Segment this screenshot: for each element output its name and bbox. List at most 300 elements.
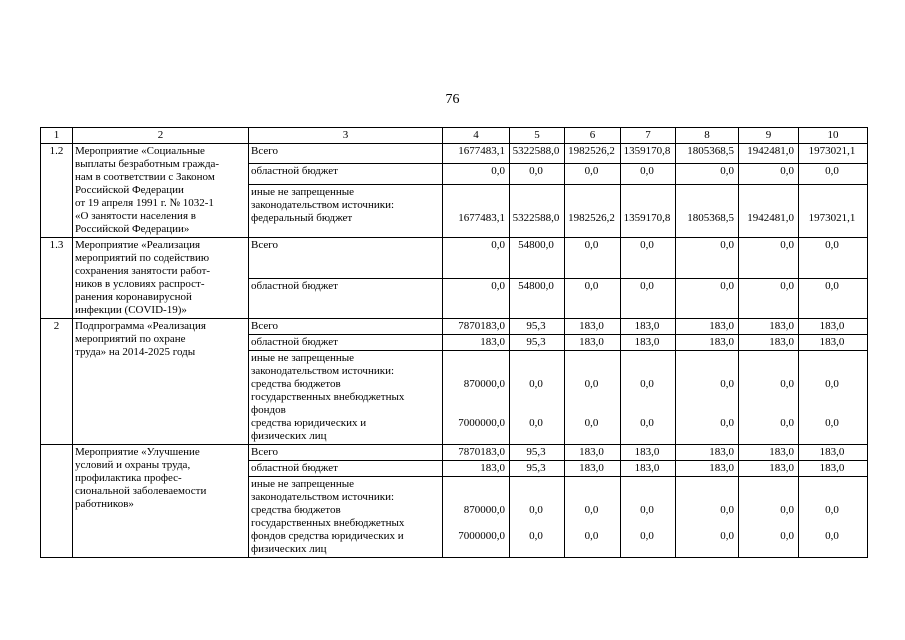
value-line [801, 491, 865, 504]
value-line: 5322588,0 [512, 145, 560, 157]
value-line [623, 404, 673, 417]
measure-name-line: «О занятости населения в [75, 210, 196, 222]
value-line [801, 391, 865, 404]
value-line: 183,0 [579, 462, 604, 474]
value-line: 0,0 [491, 239, 505, 251]
funding-source [249, 238, 443, 279]
value-cell [565, 238, 621, 279]
value-cell [799, 477, 868, 558]
funding-source-line: федеральный бюджет [251, 211, 353, 224]
value-line [567, 543, 618, 556]
value-cell [565, 335, 621, 351]
funding-source [249, 335, 443, 351]
value-line: 183,0 [634, 446, 660, 458]
value-line [512, 186, 562, 199]
value-line [801, 404, 865, 417]
funding-source-line: законодательством источники: [251, 491, 395, 503]
value-line [678, 365, 736, 378]
value-line [741, 543, 796, 556]
value-line [678, 186, 736, 199]
value-line [567, 517, 618, 530]
funding-source-line: средства юридических и [251, 417, 367, 429]
value-line: 183,0 [709, 336, 734, 348]
value-line: 7870183,0 [458, 446, 505, 458]
value-line: 95,3 [526, 336, 546, 348]
value-line [512, 430, 562, 443]
value-line: 0,0 [640, 504, 654, 516]
value-line: 183,0 [769, 446, 794, 458]
value-cell [621, 351, 676, 445]
value-cell [443, 319, 510, 335]
value-line: 183,0 [819, 446, 845, 458]
value-line [567, 430, 618, 443]
value-line: 183,0 [709, 320, 734, 332]
value-cell [621, 461, 676, 477]
header-cell-1: 1 [41, 128, 73, 144]
value-line: 183,0 [480, 336, 505, 348]
value-cell [510, 445, 565, 461]
value-cell [443, 144, 510, 164]
value-line: 0,0 [640, 417, 654, 429]
value-line [623, 186, 673, 199]
value-line: 0,0 [825, 530, 839, 542]
value-line: 0,0 [825, 165, 839, 178]
measure-name-line: Подпрограмма «Реализация [75, 320, 206, 332]
value-line [678, 517, 736, 530]
value-line [567, 478, 618, 491]
measure-name-line: сиональной заболеваемости [75, 485, 207, 497]
value-line: 1982526,2 [568, 211, 615, 224]
value-line [445, 491, 507, 504]
header-cell-6: 6 [565, 128, 621, 144]
value-line [623, 543, 673, 556]
value-cell [565, 184, 621, 237]
measure-name [73, 144, 249, 238]
value-cell [739, 319, 799, 335]
value-line: 1359170,8 [623, 145, 671, 157]
value-cell [510, 461, 565, 477]
measure-name-line: Российской Федерации» [75, 223, 190, 235]
measure-name [73, 445, 249, 558]
table-row [41, 319, 868, 335]
value-cell [443, 278, 510, 319]
value-line: 0,0 [584, 239, 599, 251]
value-cell [510, 319, 565, 335]
header-cell-7: 7 [621, 128, 676, 144]
value-line: 1677483,1 [458, 211, 505, 224]
value-line [512, 404, 562, 417]
value-line: 54800,0 [518, 239, 554, 251]
value-line: 0,0 [640, 378, 654, 390]
value-line: 7000000,0 [458, 417, 505, 429]
value-cell [621, 477, 676, 558]
value-line: 0,0 [825, 378, 839, 390]
value-cell [739, 477, 799, 558]
value-cell [565, 351, 621, 445]
value-cell [621, 445, 676, 461]
funding-source-line: фондов средства юридических и [251, 530, 404, 542]
value-line [567, 491, 618, 504]
value-line: 0,0 [584, 279, 599, 292]
value-cell [443, 184, 510, 237]
funding-source [249, 319, 443, 335]
header-cell-2: 2 [73, 128, 249, 144]
value-line: 0,0 [720, 239, 734, 251]
value-line: 0,0 [720, 378, 734, 390]
funding-source [249, 477, 443, 558]
value-line: 0,0 [529, 504, 543, 516]
value-cell [799, 351, 868, 445]
funding-source-line: Всего [251, 320, 278, 332]
table-row [41, 144, 868, 164]
value-line [801, 543, 865, 556]
value-line [741, 404, 796, 417]
value-cell [676, 278, 739, 319]
value-cell [739, 238, 799, 279]
value-line: 1677483,1 [458, 145, 505, 157]
table-body [41, 128, 868, 558]
value-line: 0,0 [529, 165, 543, 178]
value-line [801, 478, 865, 491]
header-cell-9: 9 [739, 128, 799, 144]
value-cell [510, 238, 565, 279]
measure-name-line: Мероприятие «Социальные [75, 145, 205, 157]
row-number [41, 445, 73, 558]
header-cell-4: 4 [443, 128, 510, 144]
value-cell [565, 164, 621, 184]
value-line [445, 478, 507, 491]
value-line: 1982526,2 [568, 145, 615, 157]
value-line [623, 352, 673, 365]
value-cell [565, 461, 621, 477]
value-cell [799, 238, 868, 279]
value-cell [443, 351, 510, 445]
measure-name-line: труда» на 2014-2025 годы [75, 346, 196, 358]
funding-source-line: средства бюджетов [251, 378, 341, 390]
funding-source-line: Всего [251, 239, 278, 251]
value-line [741, 491, 796, 504]
value-cell [565, 319, 621, 335]
value-line: 0,0 [720, 165, 734, 178]
value-line: 1805368,5 [687, 211, 734, 224]
funding-source-line: средства бюджетов [251, 504, 341, 516]
value-line: 0,0 [780, 279, 794, 292]
funding-source [249, 184, 443, 237]
value-line: 0,0 [529, 530, 543, 542]
value-line: 95,3 [526, 446, 546, 458]
value-cell [621, 144, 676, 164]
value-line [623, 391, 673, 404]
funding-source-line: иные не запрещенные [251, 185, 355, 198]
value-cell [621, 278, 676, 319]
value-cell [676, 461, 739, 477]
value-line: 183,0 [579, 336, 604, 348]
value-line: 0,0 [720, 417, 734, 429]
value-line: 0,0 [780, 504, 794, 516]
value-line [678, 404, 736, 417]
measure-name-line: работников» [75, 498, 134, 510]
value-line: 0,0 [780, 530, 794, 542]
value-line [445, 404, 507, 417]
header-cell-3: 3 [249, 128, 443, 144]
funding-source-line: фондов [251, 404, 286, 416]
value-line: 183,0 [634, 320, 660, 332]
value-line [512, 352, 562, 365]
value-line [623, 491, 673, 504]
value-line: 0,0 [640, 279, 654, 292]
value-line: 0,0 [491, 279, 505, 292]
value-line: 0,0 [825, 239, 839, 251]
value-cell [510, 477, 565, 558]
value-line: 1973021,1 [808, 211, 856, 224]
value-line [445, 391, 507, 404]
value-line: 0,0 [720, 530, 734, 542]
measure-name-line: мероприятий по содействию [75, 252, 210, 264]
value-line: 54800,0 [518, 279, 554, 292]
value-line [801, 517, 865, 530]
value-line [801, 365, 865, 378]
value-line [567, 199, 618, 212]
value-line: 183,0 [709, 446, 734, 458]
row-number: 2 [41, 319, 73, 445]
value-cell [510, 184, 565, 237]
value-line [741, 186, 796, 199]
measure-name-line: от 19 апреля 1991 г. № 1032-1 [75, 197, 214, 209]
value-line: 0,0 [720, 504, 734, 516]
measure-name-line: мероприятий по охране [75, 333, 186, 345]
funding-source [249, 445, 443, 461]
value-line: 0,0 [491, 165, 505, 178]
value-line [801, 199, 865, 212]
value-line [678, 478, 736, 491]
value-line [512, 478, 562, 491]
value-line: 183,0 [819, 462, 845, 474]
value-line: 0,0 [640, 530, 654, 542]
value-line [741, 365, 796, 378]
measure-name-line: нам в соответствии с Законом [75, 171, 215, 183]
value-cell [621, 238, 676, 279]
value-line: 1805368,5 [687, 145, 734, 157]
value-line: 5322588,0 [512, 211, 560, 224]
value-line [623, 199, 673, 212]
value-line: 183,0 [769, 320, 794, 332]
value-cell [443, 461, 510, 477]
funding-source-line: физических лиц [251, 430, 327, 442]
funding-source-line: законодательством источники: [251, 365, 395, 377]
value-line [801, 352, 865, 365]
value-cell [676, 144, 739, 164]
value-line: 183,0 [579, 320, 604, 332]
value-line [512, 391, 562, 404]
funding-source-line: государственных внебюджетных [251, 517, 405, 529]
value-cell [676, 335, 739, 351]
value-line [567, 352, 618, 365]
value-cell [676, 319, 739, 335]
value-cell [565, 445, 621, 461]
value-line [741, 430, 796, 443]
value-cell [739, 144, 799, 164]
header-cell-5: 5 [510, 128, 565, 144]
value-line [741, 478, 796, 491]
value-line [567, 404, 618, 417]
value-cell [676, 477, 739, 558]
funding-source-line: законодательством источники: [251, 198, 395, 211]
funding-source [249, 144, 443, 164]
value-cell [443, 477, 510, 558]
measure-name-line: инфекции (COVID-19)» [75, 304, 187, 316]
value-cell [799, 184, 868, 237]
measure-name-line: выплаты безработным гражда- [75, 158, 220, 170]
value-cell [510, 278, 565, 319]
value-cell [510, 144, 565, 164]
measure-name-line: сохранения занятости работ- [75, 265, 211, 277]
funding-source [249, 164, 443, 184]
value-line [678, 352, 736, 365]
value-cell [799, 278, 868, 319]
value-line: 1942481,0 [747, 211, 794, 224]
value-line [445, 365, 507, 378]
value-line [678, 199, 736, 212]
value-line: 183,0 [819, 336, 845, 348]
value-line [512, 199, 562, 212]
value-cell [621, 319, 676, 335]
value-line [741, 352, 796, 365]
value-line: 0,0 [780, 239, 794, 251]
value-line: 0,0 [640, 239, 654, 251]
header-cell-8: 8 [676, 128, 739, 144]
value-line [623, 365, 673, 378]
value-line [445, 199, 507, 212]
value-line [623, 517, 673, 530]
funding-source-line: областной бюджет [251, 336, 338, 348]
value-line: 0,0 [584, 165, 599, 178]
funding-source-line: государственных внебюджетных [251, 391, 405, 403]
value-cell [676, 184, 739, 237]
value-line: 0,0 [584, 530, 599, 542]
value-cell [799, 461, 868, 477]
budget-table [40, 127, 868, 558]
measure-name-line: условий и охраны труда, [75, 459, 191, 471]
value-cell [739, 351, 799, 445]
value-line [623, 478, 673, 491]
funding-source [249, 461, 443, 477]
value-line [567, 186, 618, 199]
measure-name-line: профилактика профес- [75, 472, 182, 484]
header-cell-10: 10 [799, 128, 868, 144]
table-row [41, 238, 868, 279]
value-line [512, 491, 562, 504]
value-line: 0,0 [780, 165, 794, 178]
value-line [512, 365, 562, 378]
value-line [801, 430, 865, 443]
value-cell [676, 351, 739, 445]
value-line: 183,0 [819, 320, 845, 332]
value-line [678, 391, 736, 404]
value-line [741, 391, 796, 404]
value-line [623, 430, 673, 443]
value-line: 0,0 [825, 279, 839, 292]
value-line: 95,3 [526, 462, 546, 474]
value-cell [799, 164, 868, 184]
measure-name-line: Мероприятие «Улучшение [75, 446, 200, 458]
value-line: 870000,0 [463, 504, 505, 516]
value-line [512, 543, 562, 556]
value-line: 0,0 [825, 417, 839, 429]
value-line: 0,0 [529, 417, 543, 429]
funding-source-line: областной бюджет [251, 462, 338, 474]
funding-source-line: Всего [251, 446, 278, 458]
funding-source-line: физических лиц [251, 543, 327, 555]
value-cell [443, 238, 510, 279]
value-cell [621, 335, 676, 351]
value-cell [739, 445, 799, 461]
value-cell [510, 164, 565, 184]
value-line: 0,0 [584, 417, 599, 429]
measure-name [73, 238, 249, 319]
table-row [41, 445, 868, 461]
value-line: 1973021,1 [808, 145, 856, 157]
value-line: 183,0 [634, 462, 660, 474]
value-cell [676, 164, 739, 184]
value-cell [676, 238, 739, 279]
value-line: 7000000,0 [458, 530, 505, 542]
value-cell [739, 164, 799, 184]
value-cell [510, 351, 565, 445]
value-cell [799, 445, 868, 461]
measure-name-line: ранения коронавирусной [75, 291, 192, 303]
value-line: 183,0 [480, 462, 505, 474]
value-cell [621, 164, 676, 184]
value-line: 870000,0 [463, 378, 505, 390]
value-line: 183,0 [579, 446, 604, 458]
value-line: 1359170,8 [623, 211, 671, 224]
value-line [678, 543, 736, 556]
value-cell [565, 477, 621, 558]
value-line: 183,0 [634, 336, 660, 348]
measure-name-line: ников в условиях распрост- [75, 278, 205, 290]
value-line [567, 365, 618, 378]
value-cell [799, 319, 868, 335]
funding-source-line: иные не запрещенные [251, 352, 355, 364]
value-line: 1942481,0 [747, 145, 794, 157]
measure-name-line: Российской Федерации [75, 184, 184, 196]
measure-name-line: Мероприятие «Реализация [75, 239, 201, 251]
value-line: 183,0 [709, 462, 734, 474]
value-line [445, 186, 507, 199]
value-line: 183,0 [769, 336, 794, 348]
value-line [445, 352, 507, 365]
value-cell [443, 335, 510, 351]
value-line: 183,0 [769, 462, 794, 474]
value-cell [799, 144, 868, 164]
value-line [567, 391, 618, 404]
value-line [445, 543, 507, 556]
value-line [678, 491, 736, 504]
value-line: 0,0 [780, 378, 794, 390]
value-line [445, 517, 507, 530]
value-line: 0,0 [720, 279, 734, 292]
value-line: 95,3 [526, 320, 546, 332]
row-number: 1.2 [41, 144, 73, 238]
value-cell [799, 335, 868, 351]
value-cell [510, 335, 565, 351]
measure-name [73, 319, 249, 445]
value-line: 0,0 [780, 417, 794, 429]
value-line [445, 430, 507, 443]
value-line [801, 186, 865, 199]
value-cell [739, 184, 799, 237]
value-cell [739, 278, 799, 319]
